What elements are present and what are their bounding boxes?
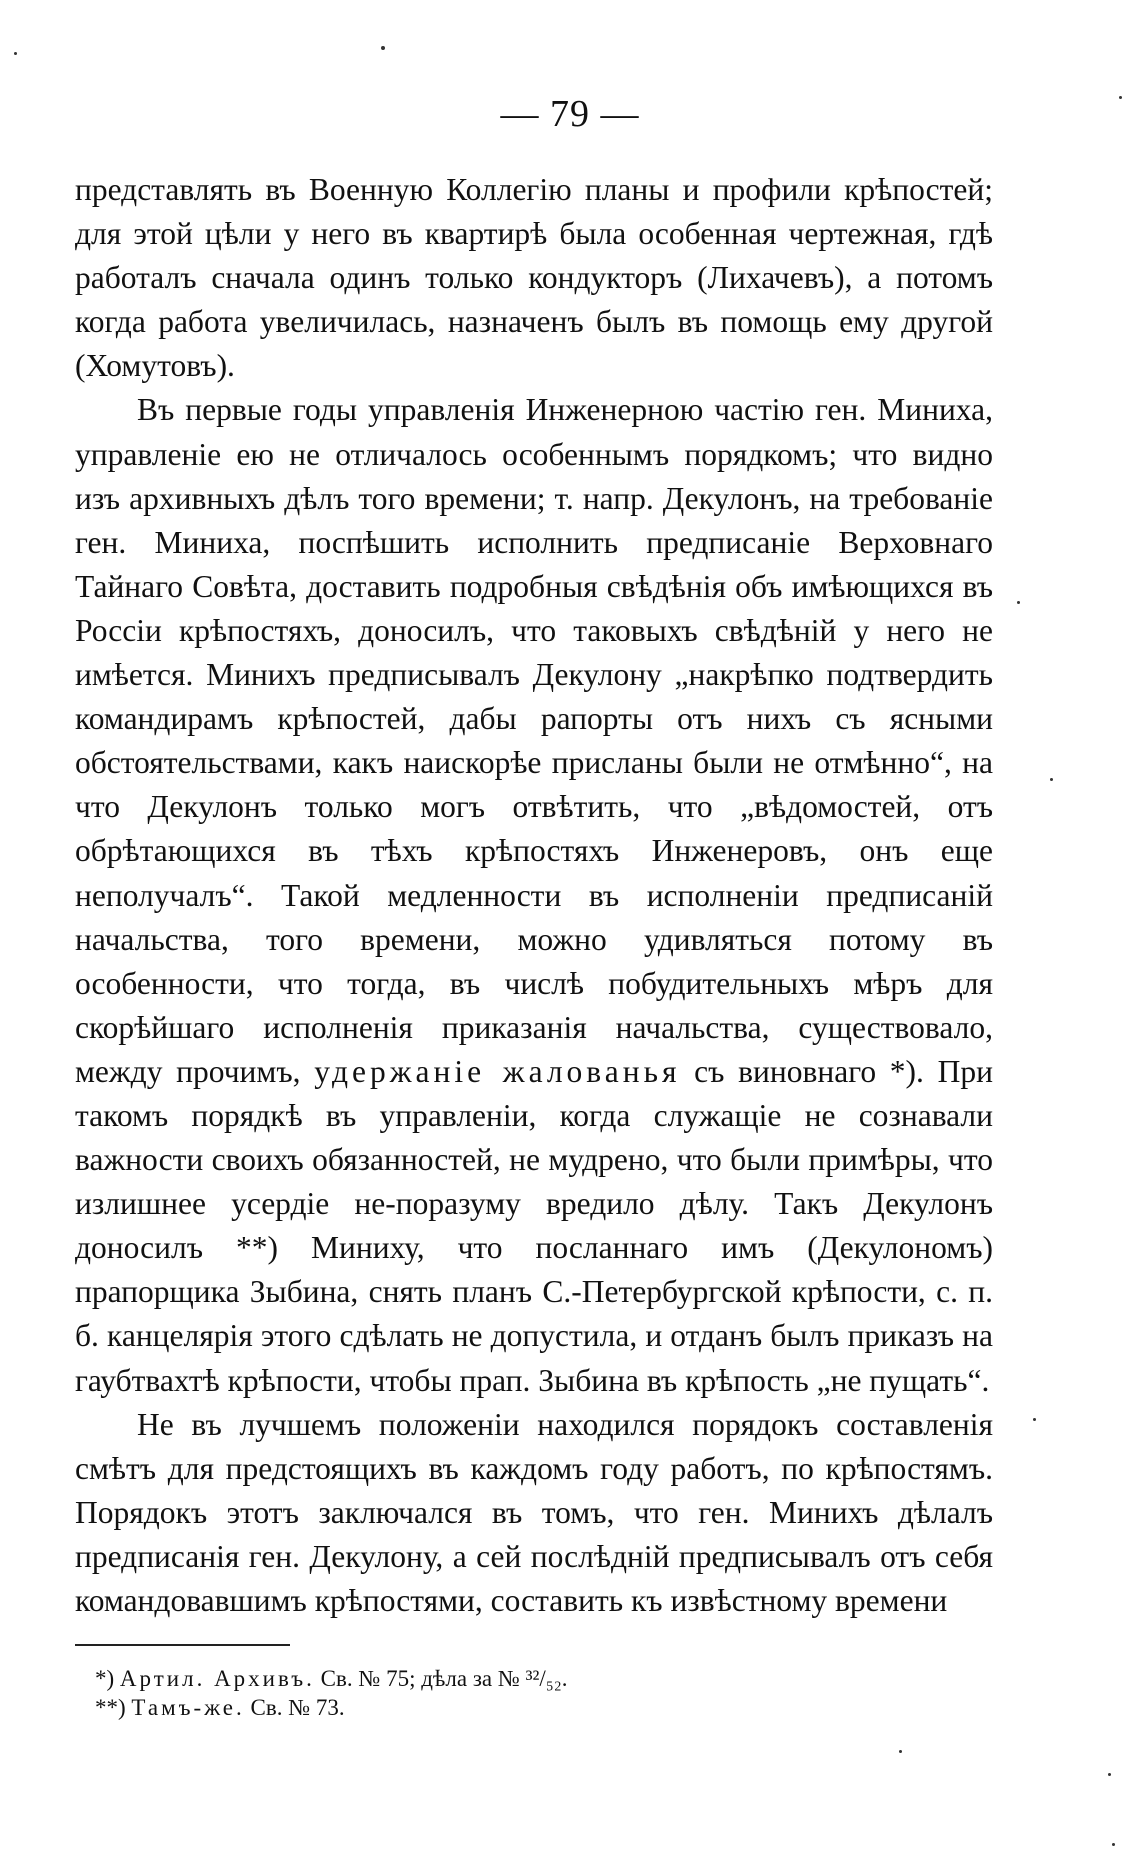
footnote-1-mark: *): [95, 1666, 115, 1691]
footnote-2-mark: **): [95, 1695, 126, 1720]
scan-speck: [14, 52, 17, 55]
paragraph-2-part-a: Въ первые годы управленія Инженерною частію ген. Миниха, управленіе ею не отличалось особеннымъ порядкомъ; что видно изъ архивныхъ дѣлъ того времени; т. напр. Декулонъ, на требованіе ген. Миниха, поспѣшить исполнить предписаніе Верховнаго Тайнаго Совѣта, доставить подробныя свѣдѣнія объ имѣющихся въ Россіи крѣпостяхъ, доносилъ, что таковыхъ свѣдѣній у него не имѣется. Минихъ предписывалъ Декулону „накрѣпко подтвердить командирамъ крѣпостей, дабы рапорты отъ нихъ съ ясными обстоятельствами, какъ наискорѣе присланы были не отмѣнно“, на что Декулонъ только могъ отвѣтить, что „вѣдомостей, отъ обрѣтающихся въ тѣхъ крѣпостяхъ Инженеровъ, онъ еще неполучалъ“. Такой медленности въ исполненіи предписаній начальства, того времени, можно удивляться потому въ особенности, что тогда, въ числѣ побудительныхъ мѣръ для скорѣйшаго исполненія приказанія начальства, существовало, между прочимъ,: [75, 392, 993, 1089]
footnote-2-source: Тамъ-же.: [131, 1695, 245, 1720]
scan-speck: [1050, 778, 1053, 781]
footnote-2: [95, 1693, 995, 1722]
scan-speck: [1033, 1418, 1036, 1421]
footnote-1-fraction: ³²/₅₂.: [525, 1666, 568, 1691]
paragraph-2: [75, 388, 993, 1402]
footnotes: [95, 1664, 995, 1722]
scan-speck: [899, 1750, 902, 1753]
footnote-1: [95, 1664, 995, 1693]
scan-speck: [381, 46, 385, 50]
footnote-divider: [75, 1644, 290, 1646]
emphasized-phrase: удержаніе жалованья: [314, 1053, 681, 1089]
page-number: — 79 —: [500, 93, 640, 135]
paragraph-2-part-b: съ виновнаго *). При такомъ порядкѣ въ управленіи, когда служащіе не сознавали важности своихъ обязанностей, не мудрено, что были примѣры, что излишнее усердіе не-поразуму вредило дѣлу. Такъ Декулонъ доносилъ **) Миниху, что посланнаго имъ (Декулономъ) прапорщика Зыбина, снять планъ С.-Петербургской крѣпости, с. п. б. канцелярія этого сдѣлать не допустила, и отданъ былъ приказъ на гаубтвахтѣ крѣпости, чтобы прап. Зыбина въ крѣпость „не пущать“.: [75, 1053, 993, 1398]
footnote-2-text: Св. № 73.: [250, 1695, 345, 1720]
scan-speck: [1017, 601, 1020, 604]
paragraph-3: Не въ лучшемъ положеніи находился порядокъ составленія смѣтъ для предстоящихъ въ каждомъ году работъ, по крѣпостямъ. Порядокъ этотъ заключался въ томъ, что ген. Минихъ дѣлалъ предписанія ген. Декулону, а сей послѣдній предписывалъ отъ себя командовавшимъ крѣпостями, составить къ извѣстному времени: [75, 1406, 993, 1618]
main-text: [75, 168, 993, 1623]
footnote-1-text: Св. № 75; дѣла за №: [320, 1666, 520, 1691]
scan-speck: [1119, 96, 1122, 99]
footnote-1-source: Артил. Архивъ.: [119, 1666, 315, 1691]
scan-speck: [1108, 1773, 1111, 1776]
scan-speck: [1112, 1843, 1115, 1846]
paragraph-1: представлять въ Военную Коллегію планы и профили крѣпостей; для этой цѣли у него въ квартирѣ была особенная чертежная, гдѣ работалъ сначала одинъ только кондукторъ (Лихачевъ), а потомъ когда работа увеличилась, назначенъ былъ въ помощь ему другой (Хомутовъ).: [75, 172, 993, 384]
